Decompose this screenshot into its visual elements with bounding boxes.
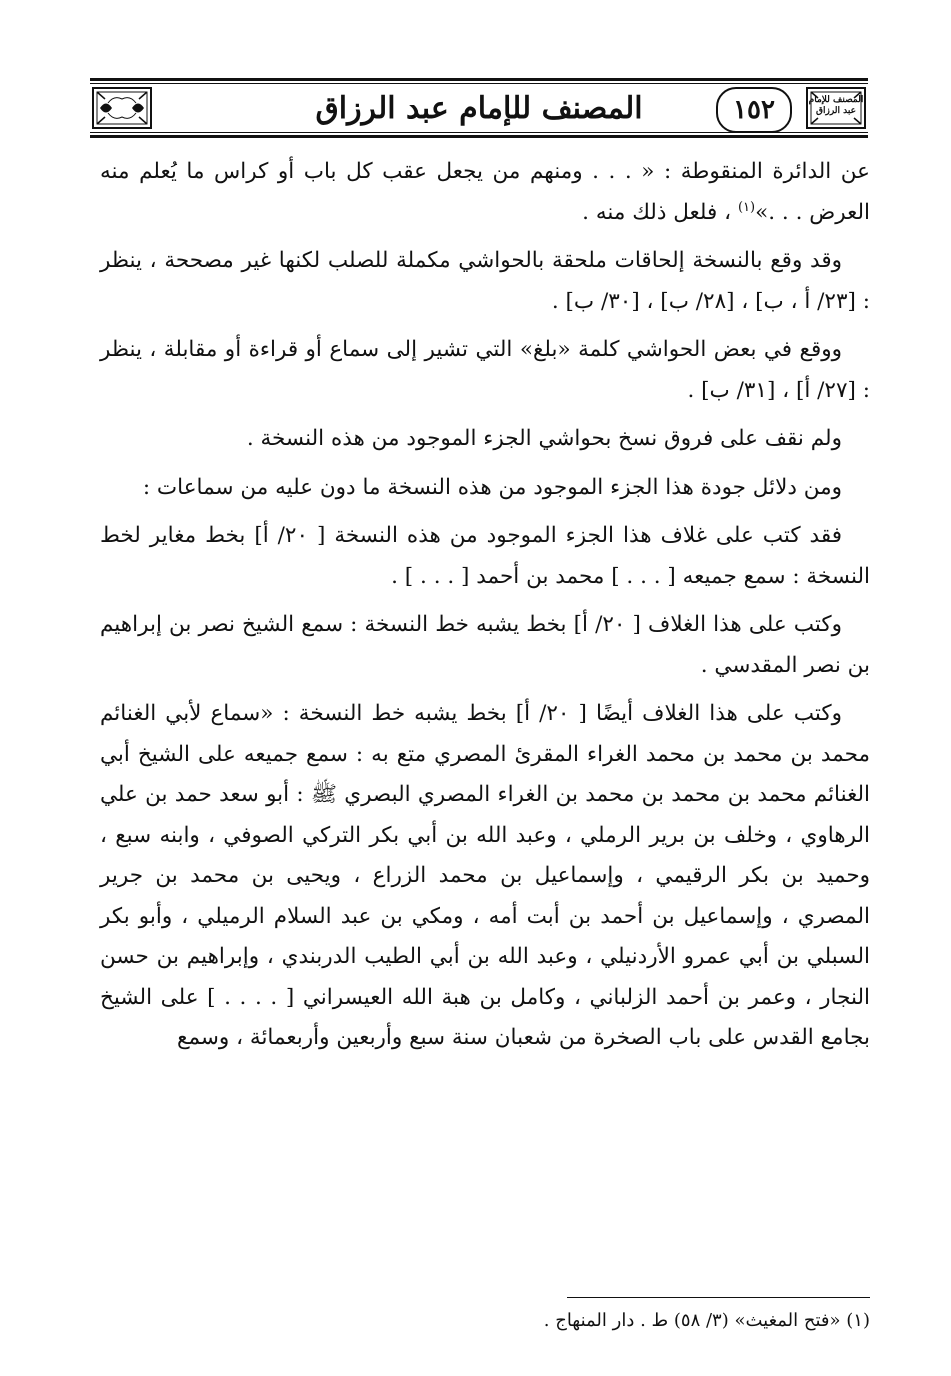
- paragraph: ومن دلائل جودة هذا الجزء الموجود من هذه النسخة ما دون عليه من سماعات :: [142, 474, 842, 500]
- header-bottom-rule: [90, 135, 868, 138]
- paragraph: [100, 152, 870, 233]
- footnote-marker: (١): [737, 199, 756, 215]
- paragraph-tail: ، فلعل ذلك منه .: [582, 199, 732, 225]
- header-ornament-left: [92, 87, 152, 129]
- page-header: [90, 78, 868, 138]
- page-number: ١٥٢: [716, 87, 792, 133]
- header-top-rule: [90, 78, 868, 81]
- header-top-rule-thin: [90, 83, 868, 84]
- header-bottom-rule-thin: [90, 132, 868, 133]
- paragraph: ولم نقف على فروق نسخ بحواشي الجزء الموجود من هذه النسخة .: [246, 426, 842, 451]
- paragraph: فقد كتب على غلاف هذا الجزء الموجود من هذه النسخة [ ٢٠/ أ] بخط مغاير لخط النسخة : سمع جميعه [ . . . ] محمد بن أحمد [ . . . ] .: [100, 523, 870, 589]
- header-ornament-lettering: المصنف للإمام عبد الرزاق: [808, 95, 864, 116]
- paragraph: ووقع في بعض الحواشي كلمة «بلغ» التي تشير إلى سماع أو قراءة أو مقابلة ، ينظر : [٢٧/ أ] ، [٣١/ ب] .: [100, 337, 870, 403]
- footnote: (١) «فتح المغيث» (٣/ ٥٨) ط . دار المنهاج .: [543, 1310, 870, 1331]
- paragraph: وكتب على هذا الغلاف أيضًا [ ٢٠/ أ] بخط يشبه خط النسخة : «سماع لأبي الغنائم محمد بن محمد بن محمد الغراء المقرئ المصري متع به : سمع جميعه على الشيخ أبي الغنائم محمد بن محمد بن محمد بن الغراء المصري البصري ﷺ : أبو سعد حمد بن علي الرهاوي ، وخلف بن برير الرملي ، وعبد الله بن أبي بكر التركي الصوفي ، وابنه سبع ، وحميد بن بكر الرقيمي ، وإسماعيل بن محمد الزراع ، ويحيى بن محمد بن جرير المصري ، وإسماعيل بن أحمد بن أبت أمه ، ومكي بن عبد السلام الرميلي ، وأبو بكر السبلي بن أبي عمرو الأردنيلي ، وعبد الله بن أبي الطيب الدربندي ، وإبراهيم بن حسن النجار ، وعمر بن أحمد الزلباني ، وكامل بن هبة الله العيسراني [ . . . . ] على الشيخ بجامع القدس على باب الصخرة من شعبان سنة سبع وأربعين وأربعمائة ، وسمع: [100, 701, 870, 1050]
- paragraph: وقد وقع بالنسخة إلحاقات ملحقة بالحواشي مكملة للصلب لكنها غير مصححة ، ينظر : [٢٣/ أ ، ب] ، [٢٨/ ب] ، [٣٠/ ب] .: [100, 248, 870, 314]
- running-title: المصنف للإمام عبد الرزاق: [315, 90, 643, 126]
- footnote-separator: [567, 1297, 870, 1298]
- paragraph: وكتب على هذا الغلاف [ ٢٠/ أ] بخط يشبه خط النسخة : سمع الشيخ نصر بن إبراهيم بن نصر المقدسي .: [100, 612, 870, 678]
- paragraph-text: عن الدائرة المنقوطة : « . . . ومنهم من يجعل عقب كل باب أو كراس ما يُعلم منه العرض . . .»: [100, 159, 870, 225]
- header-ornament-right: [806, 87, 866, 129]
- main-text: [100, 152, 870, 1059]
